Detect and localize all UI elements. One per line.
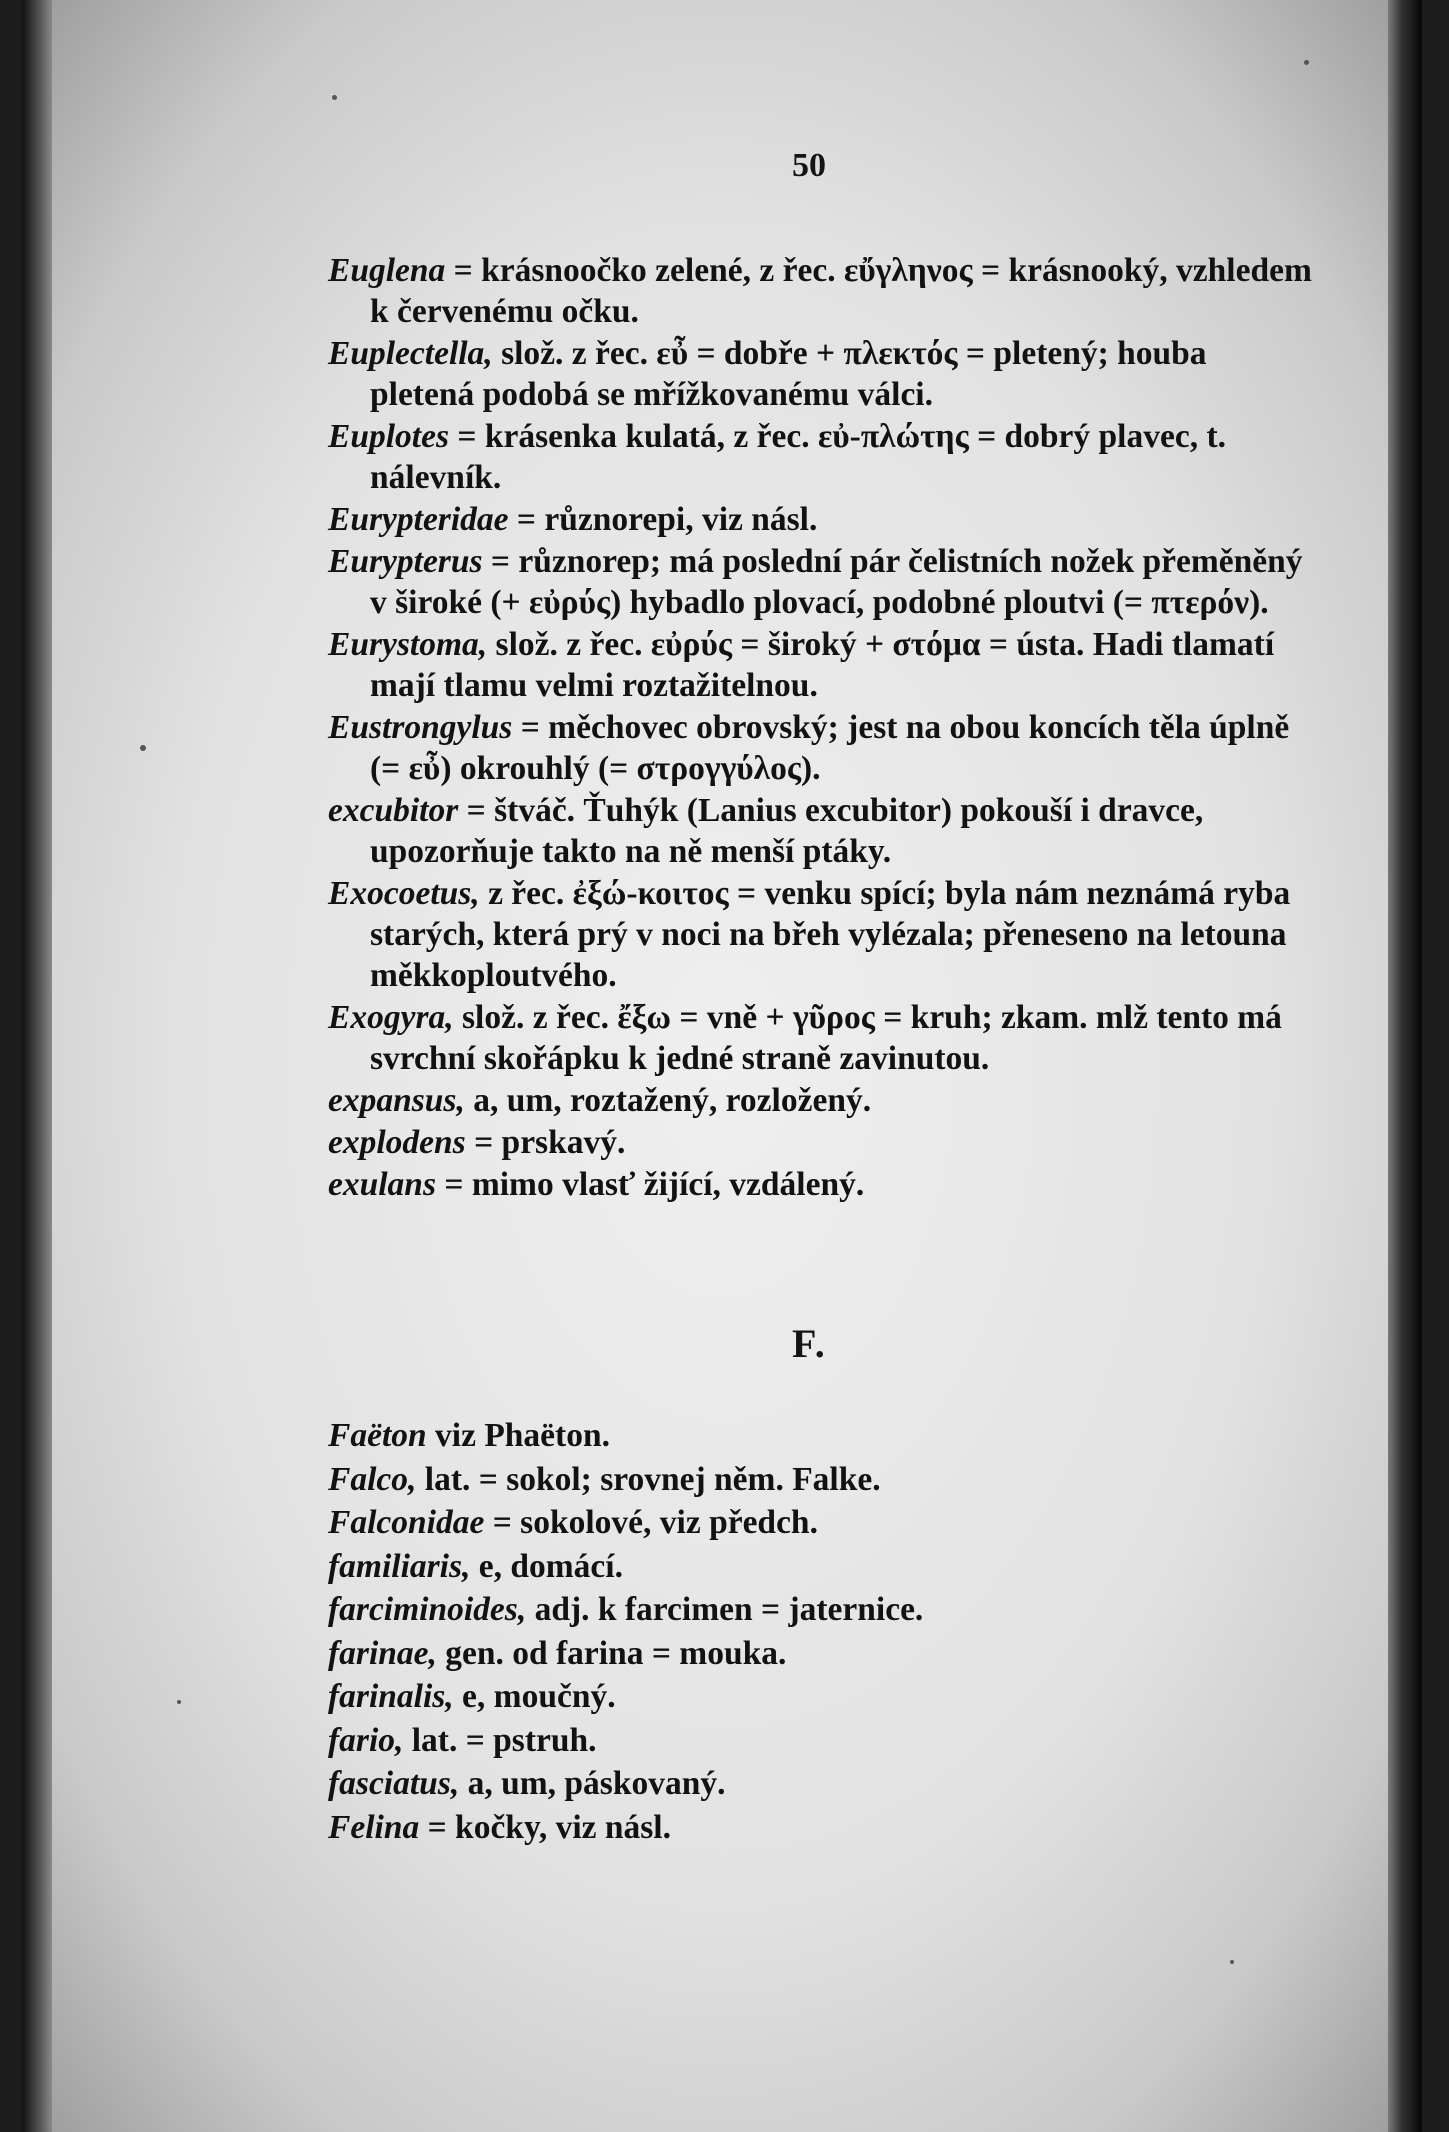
entries-e-list [328,250,1318,1206]
dictionary-entry [328,1415,1318,1458]
entry-definition: = kočky, viz násl. [419,1808,671,1846]
entry-term: Falco, [328,1460,417,1498]
entry-term: Euplectella, [328,335,493,372]
entry-definition: lat. = sokol; srovnej něm. Falke. [416,1460,881,1498]
entry-term: farciminoides, [328,1591,527,1628]
entry-term: Faëton [328,1417,427,1454]
dictionary-entry [328,1502,1318,1545]
entry-term: exulans [328,1166,436,1203]
dictionary-entry [328,790,1318,872]
entry-term: Euglena [328,252,446,289]
section-heading-f: F. [792,1321,827,1366]
entry-term: Exogyra, [328,999,454,1036]
dictionary-entry [328,1807,1318,1850]
dictionary-entry [328,1122,1318,1163]
paper-speck [140,745,146,751]
entry-definition: lat. = pstruh. [403,1721,597,1759]
dictionary-entry [328,1546,1318,1589]
entry-definition: e, domácí. [470,1547,623,1585]
entry-definition: = mimo vlasť žijící, vzdálený. [435,1166,865,1203]
entry-definition: a, um, roztažený, rozložený. [464,1082,872,1119]
dictionary-entry [328,707,1318,789]
page-right-shadow [1388,0,1422,2132]
entry-definition: = měchovec obrovský; jest na obou koncích těla úplně (= εὖ) okrouhlý (= στρογγύλος). [370,709,1290,787]
entries-f-list [328,1415,1318,1850]
dictionary-entry [328,873,1318,996]
entry-definition: adj. k farcimen = jaternice. [526,1591,924,1628]
entry-definition: gen. od farina = mouka. [436,1634,787,1672]
entry-definition: = prskavý. [465,1124,626,1161]
entry-definition: slož. z řec. ἔξω = vně + γῦρος = kruh; zkam. mlž tento má svrchní skořápku k jedné straně zavinutou. [370,999,1282,1077]
entry-term: Exocoetus, [328,875,480,912]
entry-term: Falconidae [328,1504,485,1541]
entry-definition: slož. z řec. εὖ = dobře + πλεκτός = pletený; houba pletená podobá se mřížkovanému válci. [370,335,1207,413]
dictionary-entry [328,1633,1318,1676]
page-left-shadow [22,0,52,2132]
entry-term: Felina [328,1808,420,1846]
dictionary-entry [328,499,1318,540]
entry-definition: slož. z řec. εὐρύς = široký + στόμα = ústa. Hadi tlamatí mají tlamu velmi roztažitelnou. [370,626,1275,704]
paper-speck [1304,60,1309,65]
entry-term: farinalis, [328,1678,454,1715]
entry-term: explodens [328,1124,466,1161]
dictionary-entry [328,1676,1318,1719]
entry-definition: = štváč. Ťuhýk (Lanius excubitor) pokouší i dravce, upozorňuje takto na ně menší ptáky. [370,792,1204,870]
dictionary-entry [328,1589,1318,1632]
entry-term: fario, [328,1721,404,1759]
entry-term: expansus, [328,1082,465,1119]
paper-speck [1230,1960,1234,1964]
dictionary-entry [328,541,1318,623]
entry-definition: = sokolové, viz předch. [484,1504,818,1541]
dictionary-entry [328,624,1318,706]
entry-term: Eurypterus [328,543,483,580]
entry-definition: viz Phaëton. [426,1417,610,1454]
page-number: 50 [792,147,826,184]
dictionary-entry [328,250,1318,332]
entry-term: fasciatus, [328,1765,460,1802]
entry-term: excubitor [328,792,459,829]
dictionary-entry [328,333,1318,415]
entry-term: Eustrongylus [328,709,513,746]
entry-definition: e, moučný. [453,1678,616,1715]
entry-definition: = různorep; má poslední pár čelistních nožek přeměněný v široké (+ εὐρύς) hybadlo plovací, podobné ploutvi (= πτερόν). [370,543,1303,621]
dictionary-entry [328,1763,1318,1806]
entry-definition: = různorepi, viz násl. [508,501,818,538]
entry-definition: z řec. ἐξώ-κοιτος = venku spící; byla nám neznámá ryba starých, která prý v noci na břeh vylézala; přeneseno na letouna měkkoploutvého. [370,875,1291,994]
paper-speck [332,95,337,100]
entry-term: Eurystoma, [328,626,488,663]
dictionary-entry [328,1080,1318,1121]
entry-term: familiaris, [328,1547,471,1585]
entry-definition: a, um, páskovaný. [459,1765,726,1802]
dictionary-entry [328,997,1318,1079]
dictionary-entry [328,1720,1318,1763]
dictionary-entry [328,416,1318,498]
entry-definition: = krásenka kulatá, z řec. εὐ-πλώτης = dobrý plavec, t. nálevník. [370,418,1227,496]
book-page [22,0,1422,2132]
entry-term: Eurypteridae [328,501,509,538]
dictionary-entry [328,1164,1318,1205]
dictionary-entry [328,1459,1318,1502]
entry-term: farinae, [328,1634,437,1672]
entry-term: Euplotes [328,418,449,455]
entry-definition: = krásnoočko zelené, z řec. εὔγληνος = krásnooký, vzhledem k červenému očku. [370,252,1312,330]
paper-speck [177,1700,181,1704]
